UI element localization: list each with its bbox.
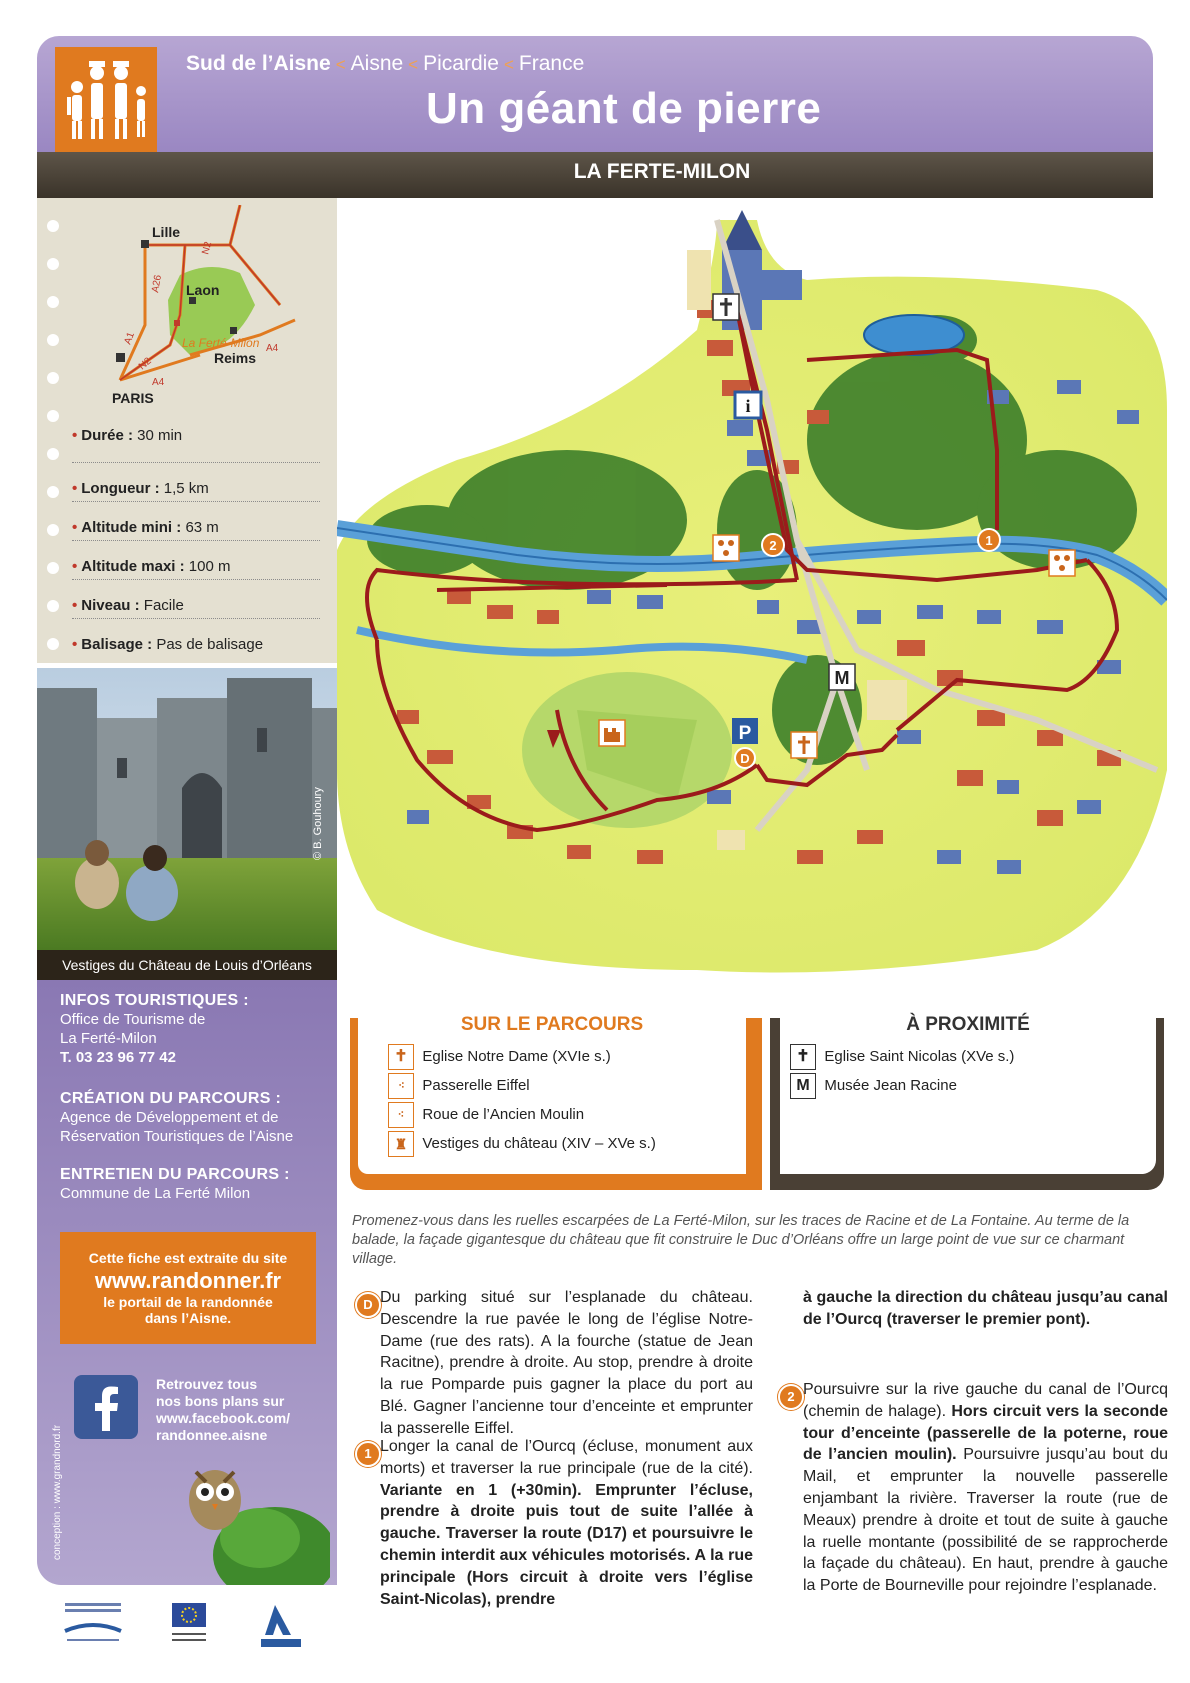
church-marker-saint-nicolas[interactable]: [791, 732, 817, 758]
binder-ring: [47, 486, 59, 498]
step-2-detour: Hors circuit vers la seconde tour d’enceinte (passerelle de la poterne, roue de l’ancien moulin).: [803, 1402, 1168, 1464]
page-title: Un géant de pierre: [426, 84, 822, 133]
museum-icon: M: [790, 1073, 816, 1099]
footbridge-marker-eiffel[interactable]: [713, 535, 739, 561]
eu-flag-icon: [172, 1603, 206, 1641]
footbridge-icon: ⁖: [388, 1073, 414, 1099]
inset-road-label: N2: [136, 355, 154, 373]
binder-ring: [47, 296, 59, 308]
page-subtitle: LA FERTE-MILON: [573, 160, 751, 183]
tourist-info: INFOS TOURISTIQUES : Office de Tourisme de La Ferté-Milon T. 03 23 96 77 42: [60, 992, 330, 1067]
castle-marker[interactable]: [599, 720, 625, 746]
legend-item: ✝ Eglise Notre Dame (XVIe s.): [388, 1044, 746, 1073]
castle-icon: ♜: [388, 1131, 414, 1157]
inset-road-label: A1: [122, 330, 138, 347]
church-icon: ✝: [388, 1044, 414, 1070]
breadcrumb-separator: <: [503, 55, 514, 74]
breadcrumb-separator: <: [408, 55, 419, 74]
inset-city-label: La Ferté-Milon: [182, 336, 260, 350]
facebook-promo[interactable]: Retrouvez tous nos bons plans sur www.facebook.com/ randonnee.aisne: [156, 1376, 291, 1443]
breadcrumb: [186, 52, 584, 76]
website-link[interactable]: www.randonner.fr: [94, 1268, 282, 1293]
parking-marker[interactable]: [732, 718, 758, 744]
conception-credit: conception : www.grandnord.fr: [52, 1424, 63, 1560]
parking-marker-label: P: [738, 723, 752, 744]
step-1-marker[interactable]: [978, 529, 1000, 551]
step-1-badge: 1: [355, 1441, 381, 1467]
aisne-department-logo-icon: [261, 1605, 301, 1647]
hikers-icon: [55, 47, 157, 155]
castle-ruins-illustration: [37, 668, 337, 950]
binder-ring: [47, 524, 59, 536]
binder-ring: [47, 258, 59, 270]
interreg-logo-icon: [65, 1603, 121, 1641]
step-1-variant-end: à gauche la direction du château jusqu’au canal de l’Ourcq (traverser le premier pont).: [803, 1289, 1168, 1328]
legend-item: M Musée Jean Racine: [790, 1073, 1156, 1102]
inset-city-label: PARIS: [112, 390, 154, 406]
legend-item: ✝ Eglise Saint Nicolas (XVe s.): [790, 1044, 1156, 1073]
mill-wheel-icon: ⁖: [388, 1102, 414, 1128]
castle-photo: [37, 668, 337, 950]
legend-item: ⁖ Passerelle Eiffel: [388, 1073, 746, 1102]
facebook-icon[interactable]: [74, 1375, 138, 1439]
tourist-info-title: INFOS TOURISTIQUES :: [60, 992, 249, 1009]
inset-city-label: Lille: [152, 224, 181, 240]
mill-wheel-marker[interactable]: [1049, 550, 1075, 576]
step-2-marker-label: 2: [769, 538, 777, 553]
inset-city-label: Laon: [186, 282, 220, 298]
creation-title: CRÉATION DU PARCOURS :: [60, 1090, 282, 1107]
museum-marker[interactable]: [829, 664, 855, 690]
entretien-title: ENTRETIEN DU PARCOURS :: [60, 1166, 290, 1183]
breadcrumb-region: Sud de l’Aisne: [186, 52, 331, 75]
step-2-badge: 2: [778, 1384, 804, 1410]
creation-info: CRÉATION DU PARCOURS : Agence de Développement et de Réservation Touristiques de l’Aisne: [60, 1090, 330, 1146]
owl-mascot-icon: [180, 1460, 330, 1585]
info-marker-label: i: [745, 396, 751, 416]
stat-duration: • Durée : 30 min: [72, 424, 320, 463]
legend-on-route-title: SUR LE PARCOURS: [460, 1014, 644, 1035]
intro-paragraph: Promenez-vous dans les ruelles escarpées de La Ferté-Milon, sur les traces de Racine et de La Fontaine. Au terme de la balade, la façade gigantesque du château que fit construire le Duc d’Orléans offre un large point de vue sur ce charmant village.: [352, 1213, 1130, 1267]
website-promo[interactable]: Cette fiche est extraite du site www.randonner.fr le portail de la randonnée dans l’Aisne.: [60, 1232, 316, 1344]
step-start-badge: D: [355, 1292, 381, 1318]
partner-logos: [37, 1595, 337, 1665]
family-logo: [55, 47, 157, 155]
binder-ring: [47, 220, 59, 232]
stat-marking: • Balisage : Pas de balisage: [72, 636, 264, 653]
binder-ring: [47, 410, 59, 422]
legend-on-route: [358, 1014, 746, 1174]
stat-altitude-min: • Altitude mini : 63 m: [72, 502, 320, 541]
tourist-phone: T. 03 23 96 77 42: [60, 1049, 176, 1066]
step-start-text: Du parking situé sur l’esplanade du château. Descendre la rue pavée le long de l’église Notre-Dame (rue des rats). A la fourche (statue de Jean Racitne), prendre à droite. Au stop, prendre à droite la rue Pomparde puis gagner la place du port au Blé. Gagner l’ancienne tour d’enceinte et emprunter la passerelle Eiffel.: [380, 1289, 753, 1437]
photo-caption: Vestiges du Château de Louis d’Orléans: [37, 950, 337, 980]
inset-city-label: Reims: [214, 350, 257, 366]
breadcrumb-item: Picardie: [423, 52, 499, 75]
stat-level: • Niveau : Facile: [72, 580, 320, 619]
entretien-info: ENTRETIEN DU PARCOURS : Commune de La Ferté Milon: [60, 1166, 330, 1203]
step-1-continued: [803, 1287, 1168, 1353]
stat-length: • Longueur : 1,5 km: [72, 463, 320, 502]
inset-road-label: A4: [266, 343, 279, 354]
legend-item: ⁖ Roue de l’Ancien Moulin: [388, 1102, 746, 1131]
info-marker[interactable]: [735, 392, 761, 418]
binder-ring: [47, 448, 59, 460]
start-marker-label: D: [740, 751, 750, 766]
stat-altitude-max: • Altitude maxi : 100 m: [72, 541, 320, 580]
breadcrumb-item: Aisne: [350, 52, 404, 75]
church-icon: ✝: [790, 1044, 816, 1070]
route-stats: [72, 424, 320, 657]
photo-credit: © B. Gouhoury: [312, 787, 324, 860]
step-1-marker-label: 1: [985, 533, 993, 548]
binder-ring: [47, 372, 59, 384]
start-marker[interactable]: [735, 748, 755, 768]
inset-road-label: A4: [152, 377, 165, 388]
binder-ring: [47, 562, 59, 574]
inset-location-map: [90, 205, 310, 415]
binder-ring: [47, 638, 59, 650]
step-1-text: Longer la canal de l’Ourcq (écluse, monument aux morts) et traverser la rue principale (rue de la cité). Variante en 1 (+30min). Emprunter l’écluse, prendre à droite puis tout de suite l’allée à gauche. Traverser la route (D17) et poursuivre le chemin interdit aux véhicules motorisés. A la rue principale (Hors circuit à droite vers l’église Saint-Nicolas), prendre: [380, 1438, 753, 1608]
breadcrumb-separator: <: [335, 55, 346, 74]
step-2-text: Poursuivre sur la rive gauche du canal de l’Ourcq (chemin de halage). Hors circuit vers la seconde tour d’enceinte (passerelle de la poterne, roue de l’ancien moulin). Poursuivre jusqu’au bout du Mail, et emprunter la nouvelle passerelle enjambant la rivière. Traverser la route (rue de Meaux) prendre à droite et tout de suite à gauche la ruelle montante (possibilité de se rapprocherde la façade du château). En haut, prendre à gauche la Porte de Bourneville pour rejoindre l’esplanade.: [803, 1381, 1169, 1595]
legend-nearby-title: À PROXIMITÉ: [906, 1014, 1030, 1035]
museum-marker-label: M: [834, 668, 850, 688]
breadcrumb-item: France: [518, 52, 585, 75]
legend-item: ♜ Vestiges du château (XIV – XVe s.): [388, 1131, 746, 1160]
inset-road-label: A26: [150, 274, 165, 294]
route-map[interactable]: [337, 210, 1167, 980]
legend-nearby: [780, 1014, 1156, 1174]
step-1-variant: Variante en 1 (+30min). Emprunter l’écluse, prendre à droite puis tout de suite l’allée à gauche. Traverser la route (D17) et poursuivre le chemin interdit aux véhicules motorisés. A la rue principale (Hors circuit à droite vers l’église Saint-Nicolas), prendre: [380, 1481, 753, 1608]
binder-ring: [47, 334, 59, 346]
step-2-marker[interactable]: [762, 534, 784, 556]
church-marker-notre-dame[interactable]: [713, 294, 739, 320]
inset-road-label: N2: [200, 240, 215, 256]
binder-ring: [47, 600, 59, 612]
